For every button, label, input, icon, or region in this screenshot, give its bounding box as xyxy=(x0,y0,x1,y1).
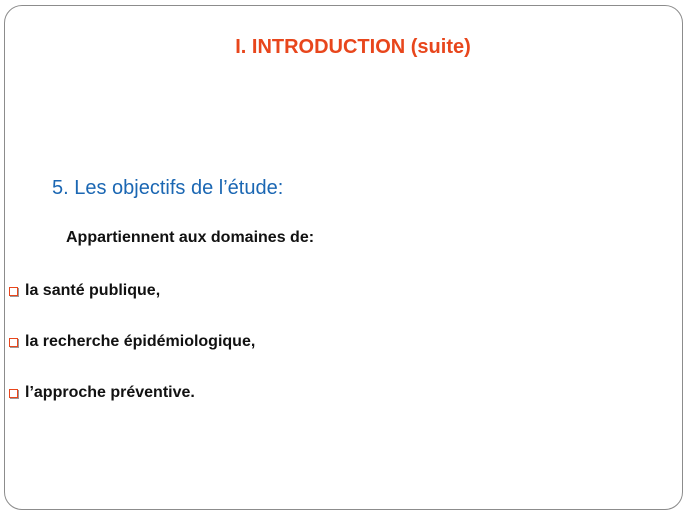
hollow-square-bullet-icon xyxy=(9,338,18,347)
slide-frame xyxy=(4,5,683,510)
list-item xyxy=(9,278,255,304)
hollow-square-bullet-icon xyxy=(9,389,18,398)
bullet-list xyxy=(9,278,255,431)
list-item xyxy=(9,380,255,406)
section-heading: 5. Les objectifs de l’étude: xyxy=(52,177,284,199)
hollow-square-bullet-icon xyxy=(9,287,18,296)
bullet-text: la recherche épidémiologique, xyxy=(25,333,256,350)
list-item xyxy=(9,329,255,355)
bullet-text: l’approche préventive. xyxy=(25,384,195,401)
intro-text: Appartiennent aux domaines de: xyxy=(66,229,315,246)
bullet-text: la santé publique, xyxy=(25,282,161,299)
slide-title: I. INTRODUCTION (suite) xyxy=(235,36,471,58)
